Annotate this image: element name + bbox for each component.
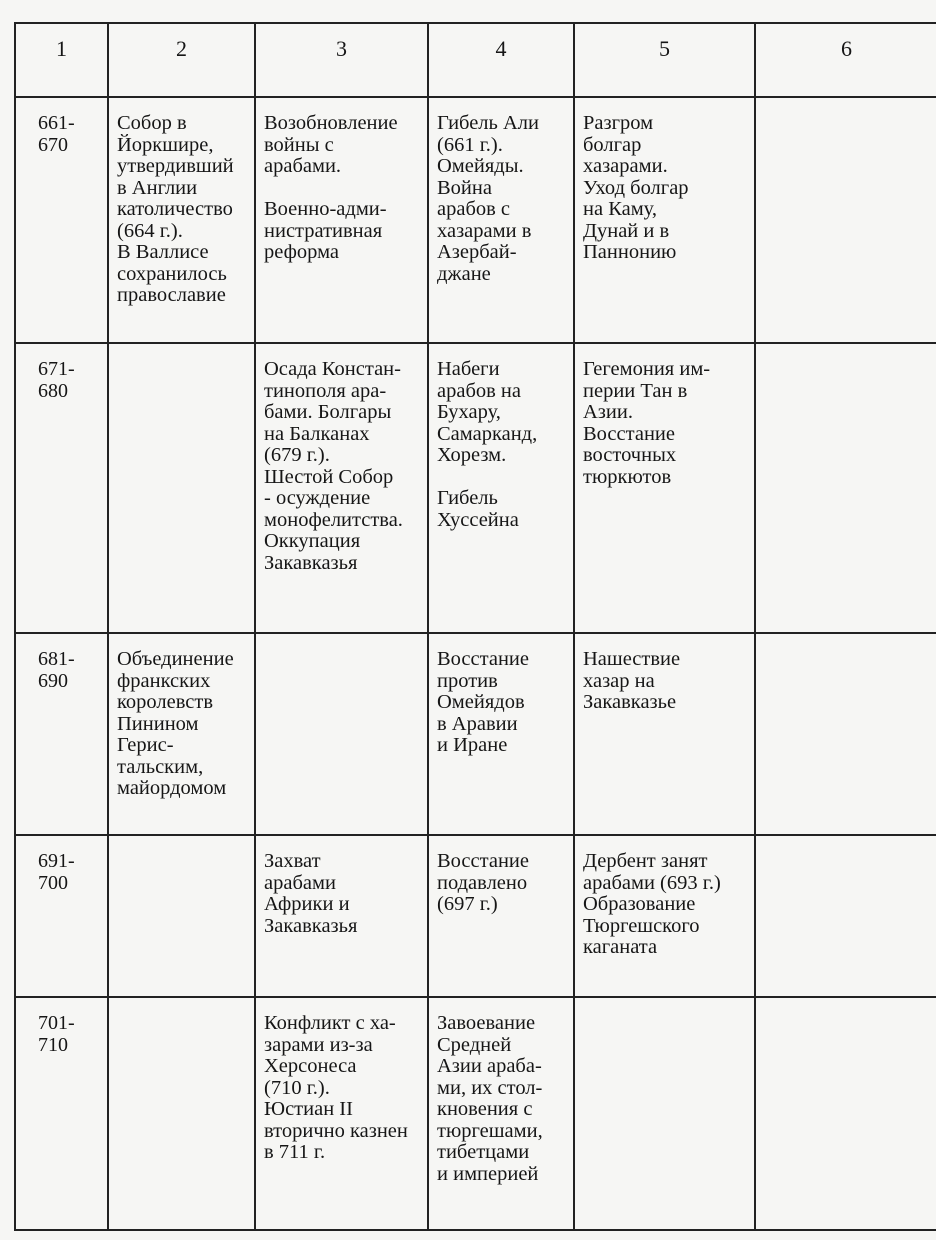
- table-cell: [108, 835, 255, 997]
- table-cell: Разгром болгар хазарами. Уход болгар на Каму, Дунай и в Паннонию: [574, 97, 755, 343]
- period-cell: 661- 670: [15, 97, 108, 343]
- chronology-table: [14, 22, 936, 1231]
- column-header-1: 1: [15, 23, 108, 97]
- table-cell: Дербент занят арабами (693 г.) Образование Тюргешского каганата: [574, 835, 755, 997]
- table-cell: Возобновление войны с арабами. Военно-адми- нистративная реформа: [255, 97, 428, 343]
- table-cell: Восстание подавлено (697 г.): [428, 835, 574, 997]
- period-cell: 681- 690: [15, 633, 108, 835]
- table-cell: Объединение франкских королевств Пинином Герис- тальским, майордомом: [108, 633, 255, 835]
- table-cell: Нашествие хазар на Закавказье: [574, 633, 755, 835]
- table-cell: [755, 997, 936, 1230]
- table-cell: [255, 633, 428, 835]
- table-cell: Набеги арабов на Бухару, Самарканд, Хорезм. Гибель Хуссейна: [428, 343, 574, 633]
- table-cell: [755, 97, 936, 343]
- table-cell: Восстание против Омейядов в Аравии и Иране: [428, 633, 574, 835]
- table-row: [15, 997, 936, 1230]
- table-cell: [755, 343, 936, 633]
- table-cell: Собор в Йоркшире, утвердивший в Англии католичество (664 г.). В Валлисе сохранилось православие: [108, 97, 255, 343]
- table-cell: [108, 343, 255, 633]
- table-cell: [108, 997, 255, 1230]
- period-cell: 701- 710: [15, 997, 108, 1230]
- table-cell: Захват арабами Африки и Закавказья: [255, 835, 428, 997]
- table-row: [15, 633, 936, 835]
- table-cell: [755, 835, 936, 997]
- table-row: [15, 343, 936, 633]
- column-header-2: 2: [108, 23, 255, 97]
- table-cell: Конфликт с ха- зарами из-за Херсонеса (710 г.). Юстиан II вторично казнен в 711 г.: [255, 997, 428, 1230]
- period-cell: 671- 680: [15, 343, 108, 633]
- period-cell: 691- 700: [15, 835, 108, 997]
- table-cell: Гибель Али (661 г.). Омейяды. Война арабов с хазарами в Азербай- джане: [428, 97, 574, 343]
- column-header-6: 6: [755, 23, 936, 97]
- chronology-table-page: [14, 22, 936, 1229]
- table-cell: Осада Констан- тинополя ара- бами. Болгары на Балканах (679 г.). Шестой Собор - осуждение монофелитства. Оккупация Закавказья: [255, 343, 428, 633]
- table-row: [15, 97, 936, 343]
- column-header-3: 3: [255, 23, 428, 97]
- column-header-4: 4: [428, 23, 574, 97]
- column-header-5: 5: [574, 23, 755, 97]
- table-cell: [574, 997, 755, 1230]
- header-row: [15, 23, 936, 97]
- table-cell: Гегемония им- перии Тан в Азии. Восстание восточных тюркютов: [574, 343, 755, 633]
- table-cell: Завоевание Средней Азии араба- ми, их стол- кновения с тюргешами, тибетцами и империей: [428, 997, 574, 1230]
- table-row: [15, 835, 936, 997]
- table-cell: [755, 633, 936, 835]
